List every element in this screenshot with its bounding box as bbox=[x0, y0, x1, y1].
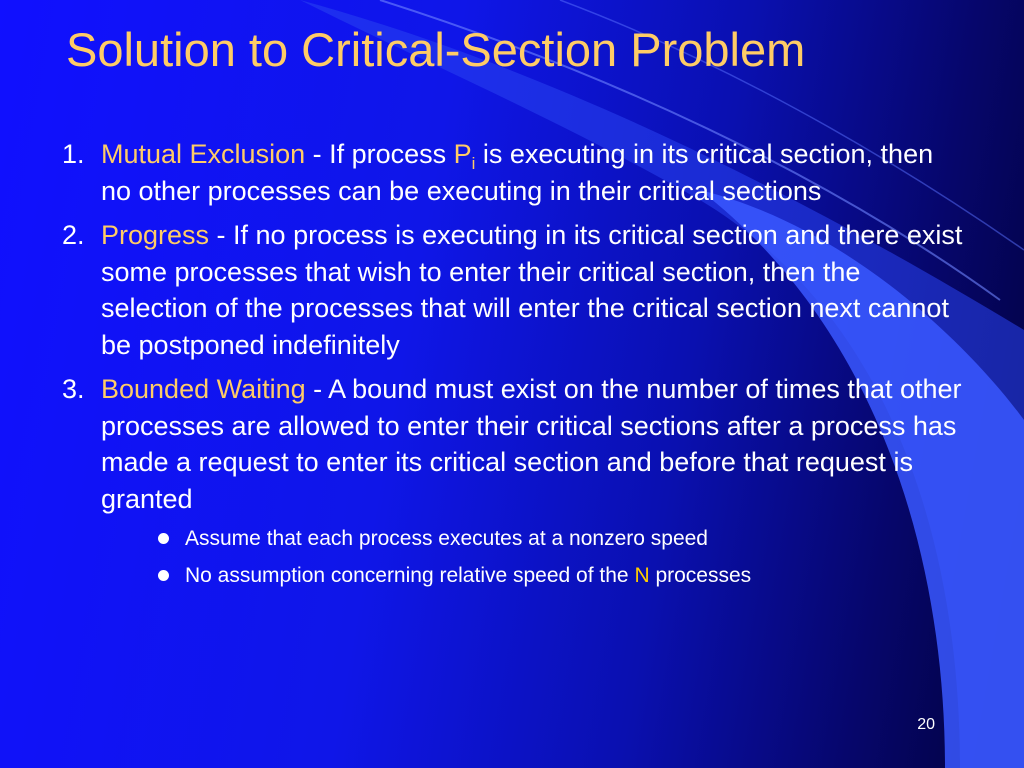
sub-bullet-item bbox=[156, 558, 967, 595]
process-subscript: i bbox=[471, 153, 476, 173]
item-text-part: - If process bbox=[305, 139, 454, 169]
item-number: 1. bbox=[62, 139, 85, 169]
term-bounded-waiting: Bounded Waiting bbox=[101, 374, 306, 404]
sub-bullet-text: No assumption concerning relative speed of the bbox=[185, 563, 635, 587]
process-variable: P bbox=[453, 139, 472, 169]
list-item-progress bbox=[62, 217, 967, 363]
list-item-bounded-waiting bbox=[62, 371, 967, 594]
sub-bullet-text: Assume that each process executes at a nonzero speed bbox=[185, 527, 708, 550]
item-number: 3. bbox=[62, 374, 85, 404]
item-number: 2. bbox=[62, 220, 85, 250]
slide-content bbox=[62, 136, 967, 602]
page-number: 20 bbox=[917, 716, 935, 733]
bullet-dot-icon bbox=[158, 533, 169, 544]
term-progress: Progress bbox=[101, 220, 210, 250]
item-text-part: is executing in its critical section, then no other processes can be executing in their critical sections bbox=[101, 139, 934, 206]
item-text: - If no process is executing in its critical section and there exist some processes that wish to enter their critical section, then the selection of the processes that will enter the critical section next cannot be postponed indefinitely bbox=[101, 220, 963, 360]
list-item-mutual-exclusion bbox=[62, 136, 967, 209]
sub-bullet-text: processes bbox=[649, 563, 752, 587]
bullet-dot-icon bbox=[158, 570, 169, 581]
slide-title: Solution to Critical-Section Problem bbox=[66, 23, 806, 76]
sub-bullet-item bbox=[156, 521, 967, 558]
item-text: - A bound must exist on the number of times that other processes are allowed to enter their critical sections after a process has made a request to enter its critical section and before that request is granted bbox=[101, 374, 962, 514]
sub-bullet-list bbox=[101, 521, 967, 594]
term-mutual-exclusion: Mutual Exclusion bbox=[101, 139, 306, 169]
highlight-n: N bbox=[634, 563, 650, 587]
